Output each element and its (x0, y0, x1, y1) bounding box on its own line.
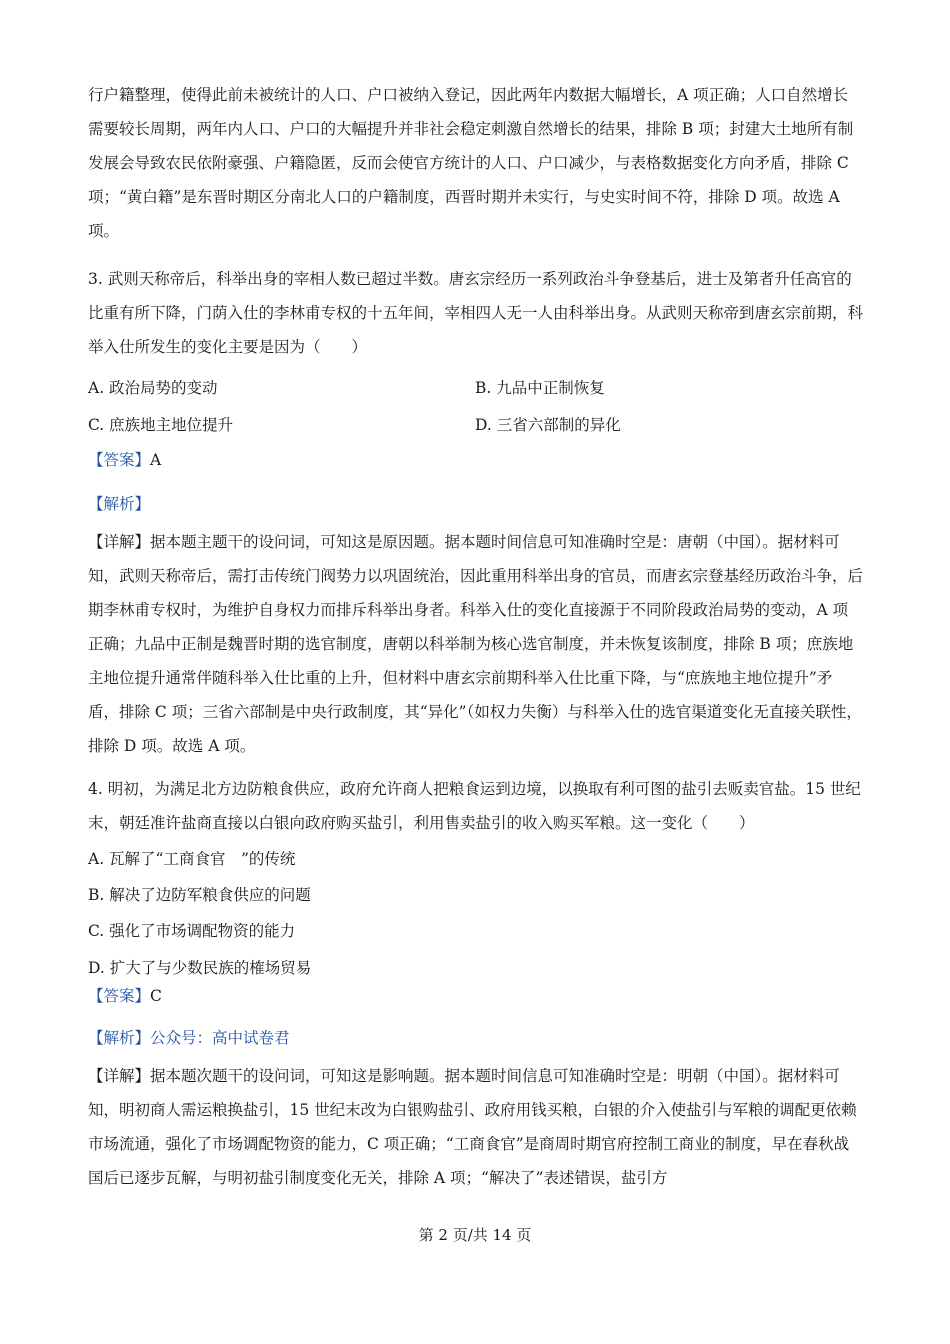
analysis-label: 【解析】 (88, 1029, 151, 1047)
q3-option-b: B. 九品中正制恢复 (475, 379, 605, 397)
q3-option-a: A. 政治局势的变动 (88, 379, 218, 397)
q3-analysis-label: 【解析】 (88, 495, 151, 513)
q4-stem: 4. 明初，为满足北方边防粮食供应，政府允许商人把粮食运到边境，以换取有利可图的盐引去贩卖官盐。15 世纪末，朝廷准许盐商直接以白银向政府购买盐引，利用售卖盐引的收入购买军粮。这一变化（ ） (88, 780, 861, 832)
page-footer: 第 2 页/共 14 页 (418, 1226, 532, 1244)
analysis-note: 公众号：高中试卷君 (150, 1029, 290, 1047)
answer-label: 【答案】 (88, 451, 151, 469)
detail-label: 【详解】 (88, 1067, 151, 1085)
answer-value: C (150, 987, 162, 1005)
q4-option-b: B. 解决了边防军粮食供应的问题 (88, 886, 311, 904)
q3-detail (88, 525, 863, 763)
detail-label: 【详解】 (88, 533, 151, 551)
q3-option-d: D. 三省六部制的异化 (475, 416, 621, 434)
q3-option-c: C. 庶族地主地位提升 (88, 416, 234, 434)
q4-option-a: A. 瓦解了“工商食官 ”的传统 (88, 850, 296, 868)
q4-option-c: C. 强化了市场调配物资的能力 (88, 922, 296, 940)
answer-label: 【答案】 (88, 987, 151, 1005)
q3-stem: 3. 武则天称帝后，科举出身的宰相人数已超过半数。唐玄宗经历一系列政治斗争登基后，进士及第者升任高官的比重有所下降，门荫入仕的李林甫专权的十五年间，宰相四人无一人由科举出身。从武则天称帝到唐玄宗前期，科举入仕所发生的变化主要是因为（ ） (88, 270, 864, 356)
q3-answer (88, 446, 161, 474)
q4-option-d: D. 扩大了与少数民族的榷场贸易 (88, 959, 312, 977)
detail-text: 据本题次题干的设问词，可知这是影响题。据本题时间信息可知准确时空是：明朝（中国）。据材料可知，明初商人需运粮换盐引，15 世纪末改为白银购盐引、政府用钱买粮，白银的介入使盐引与军粮的调配更依赖市场流通，强化了市场调配物资的能力，C 项正确；“工商食官”是商周时期官府控制工商业的制度，早在春秋战国后已逐步瓦解，与明初盐引制度变化无关，排除 A 项；“解决了”表述错误，盐引方 (88, 1067, 857, 1187)
top-paragraph: 行户籍整理，使得此前未被统计的人口、户口被纳入登记，因此两年内数据大幅增长，A 项正确；人口自然增长需要较长周期，两年内人口、户口的大幅提升并非社会稳定刺激自然增长的结果，排除 B 项；封建大土地所有制发展会导致农民依附豪强、户籍隐匿，反而会使官方统计的人口、户口减少，与表格数据变化方向矛盾，排除 C 项；“黄白籍”是东晋时期区分南北人口的户籍制度，西晋时期并未实行，与史实时间不符，排除 D 项。故选 A 项。 (88, 86, 854, 240)
q4-detail (88, 1059, 863, 1195)
q4-analysis (88, 1024, 290, 1052)
q4-answer (88, 982, 162, 1010)
detail-text: 据本题主题干的设问词，可知这是原因题。据本题时间信息可知准确时空是：唐朝（中国）。据材料可知，武则天称帝后，需打击传统门阀势力以巩固统治，因此重用科举出身的官员，而唐玄宗登基经历政治斗争，后期李林甫专权时，为维护自身权力而排斥科举出身者。科举入仕的变化直接源于不同阶段政治局势的变动，A 项正确；九品中正制是魏晋时期的选官制度，唐朝以科举制为核心选官制度，并未恢复该制度，排除 B 项；庶族地主地位提升通常伴随科举入仕比重的上升，但材料中唐玄宗前期科举入仕比重下降，与“庶族地主地位提升”矛盾，排除 C 项；三省六部制是中央行政制度，其“异化”（如权力失衡）与科举入仕的选官渠道变化无直接关联性，排除 D 项。故选 A 项。 (88, 533, 864, 755)
answer-value: A (150, 451, 162, 469)
